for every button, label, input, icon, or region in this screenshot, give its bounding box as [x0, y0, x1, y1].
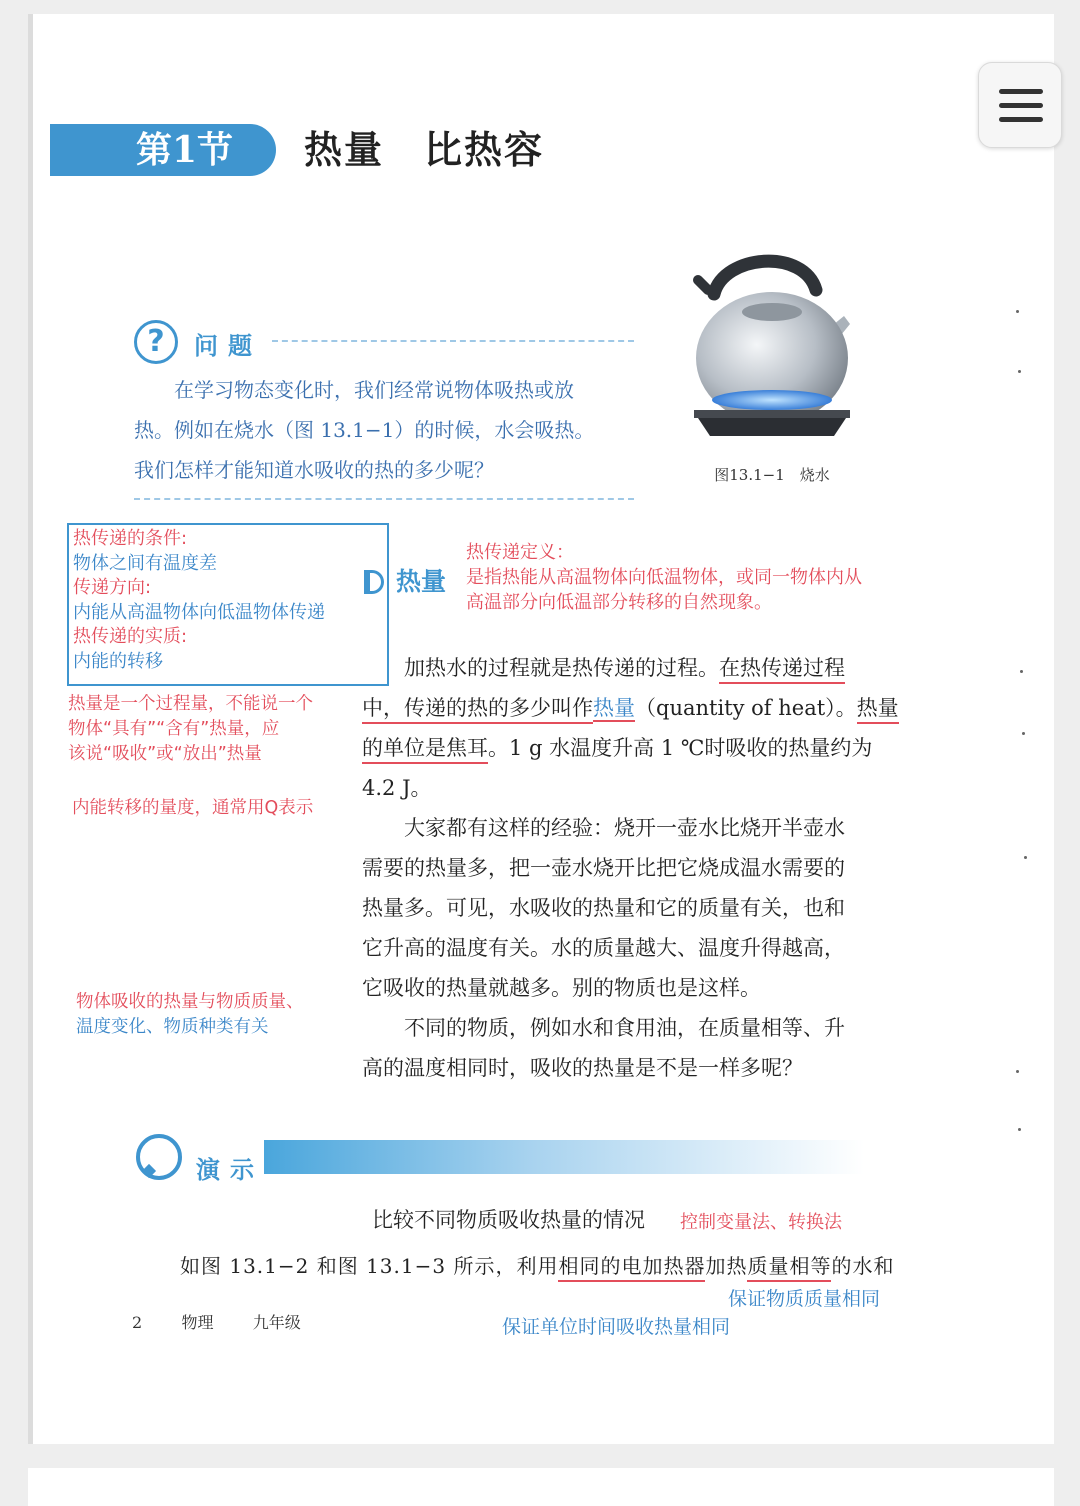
textbook-page [28, 14, 1054, 1444]
body-line: 它升高的温度有关。水的质量越大、温度升得越高， [362, 936, 845, 960]
menu-icon-bar [999, 117, 1043, 122]
note-line: 传递方向: [73, 577, 152, 598]
definition-line: 热传递定义： [466, 542, 574, 563]
underlined-text: 相同的电加热器 [558, 1254, 705, 1282]
body-line: 高的温度相同时，吸收的热量是不是一样多呢？ [362, 1056, 803, 1080]
demo-header-bar [264, 1140, 864, 1174]
scan-speck [1020, 670, 1023, 673]
figure-caption: 图13.1−1 烧水 [714, 466, 830, 484]
underlined-text: 的单位是焦耳 [362, 736, 488, 764]
question-label: 问题 [194, 332, 262, 360]
body-text: 的水和 [831, 1254, 895, 1278]
definition-note [466, 540, 946, 615]
factors-note-line: 物体吸收的热量与物质质量、 [76, 992, 304, 1012]
menu-icon-bar [999, 89, 1043, 94]
definition-line: 高温部分向低温部分转移的自然现象。 [466, 592, 772, 613]
section-title: 热量 比热容 [304, 127, 545, 172]
body-text: 加热 [705, 1254, 748, 1278]
underlined-text: 热量 [857, 696, 899, 724]
body-text: 加热水的过程就是热传递的过程。 [404, 656, 719, 680]
note-line: 内能从高温物体向低温物体传递 [73, 601, 325, 623]
section-badge: 第1节 [50, 124, 276, 176]
question-bottom-divider [134, 498, 634, 500]
body-paragraph-1 [362, 648, 922, 808]
heat-transfer-note-box [67, 523, 389, 686]
factors-note [76, 990, 304, 1040]
note-line: 热传递的实质: [73, 626, 188, 647]
body-text: （quantity of heat）。 [635, 696, 857, 720]
process-note-line: 热量是一个过程量，不能说一个 [68, 694, 313, 714]
body-text: 如图 13.1−2 和图 13.1−3 所示，利用 [180, 1254, 559, 1278]
scan-speck [1018, 1128, 1021, 1131]
menu-icon-bar [999, 103, 1043, 108]
question-line: 在学习物态变化时，我们经常说物体吸热或放 [174, 378, 574, 402]
note-line: 物体之间有温度差 [73, 552, 217, 574]
note-line: 内能的转移 [73, 650, 163, 672]
body-line: 热量多。可见，水吸收的热量和它的质量有关，也和 [362, 896, 845, 920]
scan-speck [1016, 310, 1019, 313]
footer-grade: 九年级 [252, 1313, 301, 1332]
process-note [68, 692, 313, 767]
subsection-heading: 热量 [396, 567, 447, 596]
page-number: 2 [132, 1313, 143, 1332]
body-line: 它吸收的热量就越多。别的物质也是这样。 [362, 976, 761, 1000]
heat-note: 保证单位时间吸收热量相同 [502, 1316, 731, 1338]
demo-label: 演示 [196, 1156, 264, 1184]
underlined-text: 中，传递的热的多少叫作 [362, 696, 593, 724]
measure-note: 内能转移的量度，通常用Q表示 [72, 798, 314, 818]
process-note-line: 物体“具有”“含有”热量，应 [68, 719, 280, 739]
method-note: 控制变量法、转换法 [680, 1212, 842, 1233]
underlined-text: 质量相等 [747, 1254, 831, 1282]
body-text: 。1 g 水温度升高 1 ℃时吸收的热量约为 [488, 736, 873, 760]
next-page-edge [28, 1468, 1054, 1506]
body-line: 需要的热量多，把一壶水烧开比把它烧成温水需要的 [362, 856, 845, 880]
body-line: 不同的物质，例如水和食用油，在质量相等、升 [404, 1016, 845, 1040]
question-line: 热。例如在烧水（图 13.1−1）的时候，水会吸热。 [134, 418, 595, 442]
underlined-text: 在热传递过程 [719, 656, 845, 684]
body-text: 4.2 J。 [362, 776, 432, 800]
scan-speck [1022, 732, 1025, 735]
term-heat: 热量 [593, 696, 635, 720]
mass-note: 保证物质质量相同 [728, 1288, 881, 1310]
experiment-title: 比较不同物质吸收热量的情况 [372, 1208, 645, 1232]
page-footer [132, 1310, 301, 1333]
question-line: 我们怎样才能知道水吸收的热的多少呢？ [134, 458, 494, 482]
scan-speck [1018, 370, 1021, 373]
process-note-line: 该说“吸收”或“放出”热量 [68, 744, 262, 764]
body-paragraph-3 [362, 1008, 922, 1088]
note-line: 热传递的条件: [73, 528, 188, 549]
scan-speck [1016, 1070, 1019, 1073]
definition-line: 是指热能从高温物体向低温物体，或同一物体内从 [466, 567, 862, 588]
body-paragraph-2 [362, 808, 922, 1008]
question-text [134, 370, 634, 490]
scan-speck [1024, 856, 1027, 859]
body-line: 大家都有这样的经验：烧开一壶水比烧开半壶水 [404, 816, 845, 840]
menu-button[interactable] [978, 62, 1062, 148]
question-top-divider [272, 340, 634, 342]
demo-icon [136, 1134, 182, 1180]
kettle-image [684, 250, 860, 460]
experiment-text [180, 1250, 894, 1279]
factors-note-line: 温度变化、物质种类有关 [76, 1017, 269, 1037]
footer-subject: 物理 [181, 1313, 214, 1332]
question-icon: ? [134, 320, 178, 364]
